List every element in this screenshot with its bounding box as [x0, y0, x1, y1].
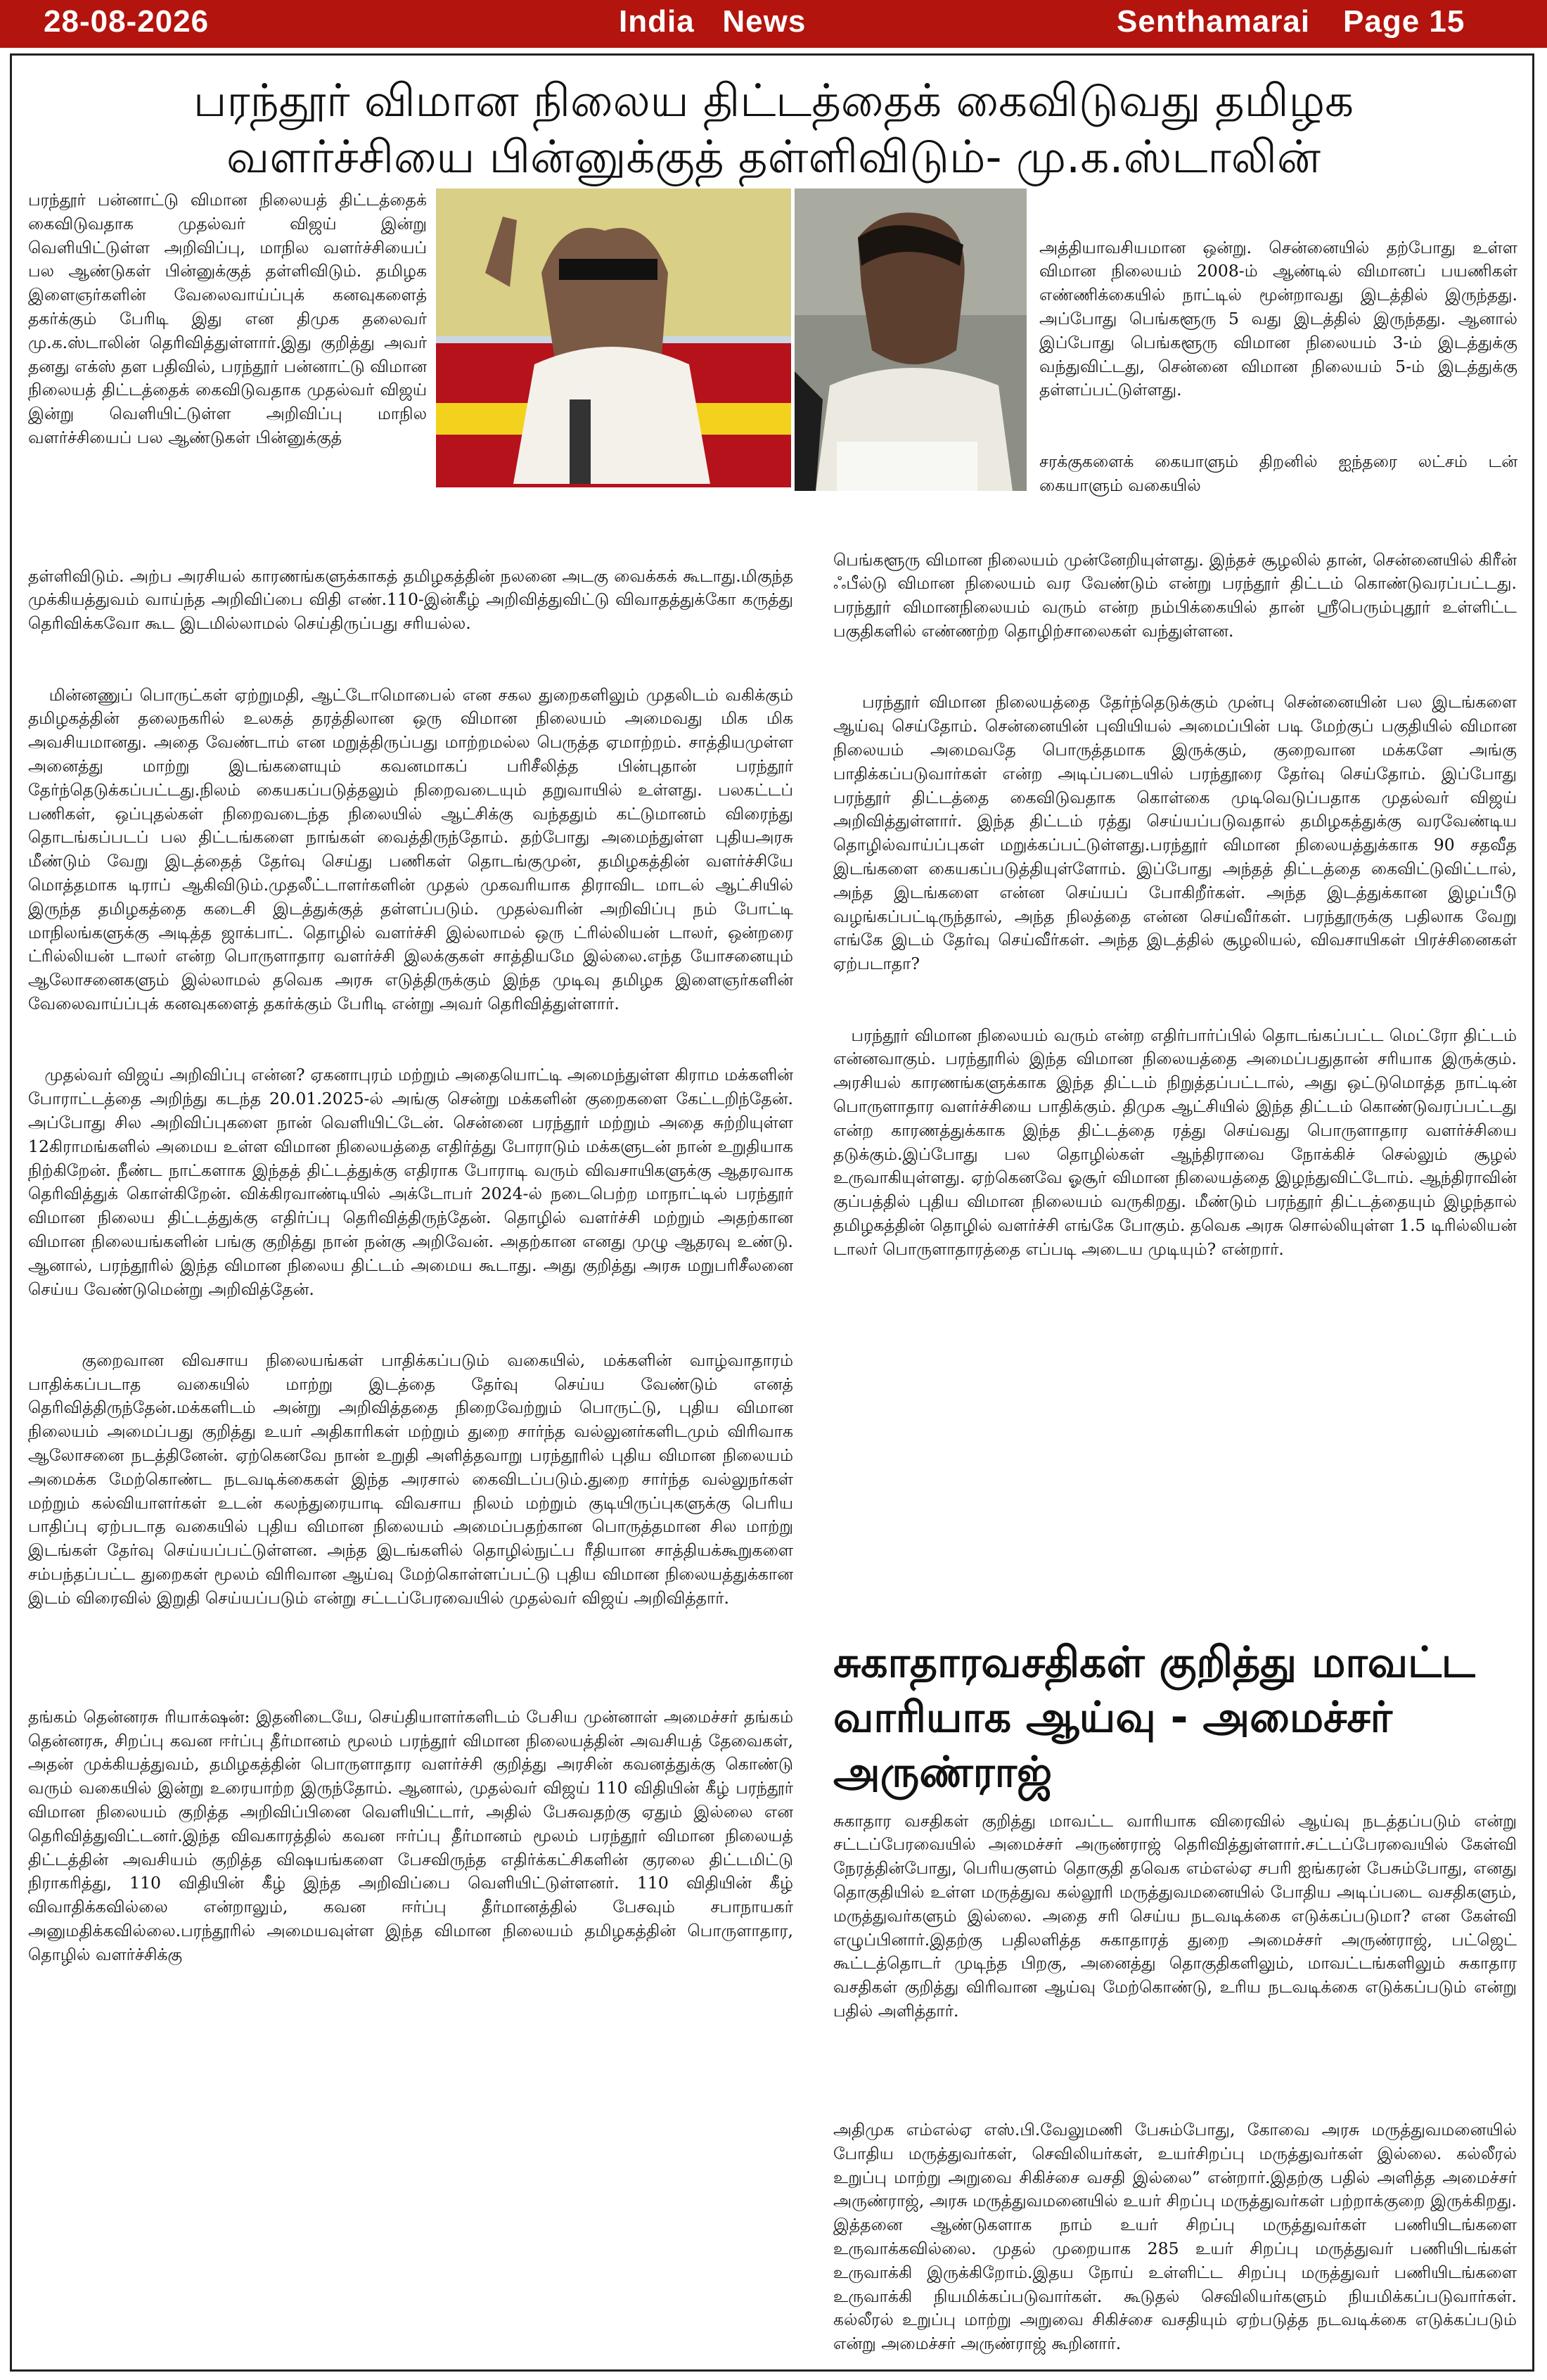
- section-title: India News: [619, 4, 807, 39]
- article1-col-right-top: [1039, 188, 1523, 498]
- masthead-bar: [0, 0, 1547, 48]
- issue-date: 28-08-2026: [44, 4, 210, 39]
- page-number: Page 15: [1343, 4, 1465, 39]
- article2-para-3: அதிமுக எம்எல்ஏ எஸ்.பி.வேலுமணி பேசும்போது, கோவை அரசு மருத்துவமனையில் போதிய மருத்துவர்கள், செவிலியர்கள், உயர்சிறப்பு மருத்துவர்கள் இல்லை. கல்லீரல் உறுப்பு மாற்று அறுவை சிகிச்சை வசதி இல்லை” என்றார்.இதற்கு பதில் அளித்த அமைச்சர் அருண்ராஜ், அரசு மருத்துவமனையில் உயர் சிறப்பு மருத்துவர்கள் பற்றாக்குறை இருக்கிறது. இத்தனை ஆண்டுகளாக நாம் உயர் சிறப்பு மருத்துவர்கள் பணியிடங்களை உருவாக்கவில்லை. முதல் முறையாக 285 உயர் சிறப்பு மருத்துவர் பணியிடங்கள் உருவாக்கி இருக்கிறோம்.இதய நோய் உள்ளிட்ட சிறப்பு மருத்துவர் பணியிடங்களை உருவாக்கி நியமிக்கப்படுவார்கள். கூடுதல் செவிலியர்களும் நியமிக்கப்படுவார்கள். கல்லீரல் உறுப்பு மாற்று அறுவை சிகிச்சை வசதியும் ஏற்படுத்த நடவடிக்கை எடுக்கப்படும் என்று அமைச்சர் அருண்ராஜ் கூறினார்.: [833, 2119, 1522, 2354]
- article1-col-left: [28, 517, 799, 2370]
- left-para-2: மின்னணுப் பொருட்கள் ஏற்றுமதி, ஆட்டோமொபைல் என சகல துறைகளிலும் முதலிடம் வகிக்கும் தமிழகத்தின் தலைநகரில் உலகத் தரத்திலான ஒரு விமான நிலையம் அமைவது மிக மிக அவசியமானது. அதை வேண்டாம் என மறுத்திருப்பது மாற்றமல்ல பெருத்த ஏமாற்றம். சாத்தியமுள்ள அனைத்து மாற்று இடங்களையும் கவனமாகப் பரிசீலித்த பின்புதான் பரந்தூர் தேர்ந்தெடுக்கப்பட்டது.நிலம் கையகப்படுத்தலும் நிறைவடையும் தறுவாயில் உள்ளது. பலகட்டப் பணிகள், ஒப்புதல்கள் நிறைவடைந்த நிலையில் ஆட்சிக்கு வந்ததும் கட்டுமானம் விரைந்து தொடங்கப்படப் பல திட்டங்களை நாங்கள் வைத்திருந்தோம். தற்போது அமைந்துள்ள புதியஅரசு மீண்டும் வேறு இடத்தைத் தேர்வு செய்து பணிகள் தொடங்குமுன், தமிழகத்தின் வளர்ச்சியே மொத்தமாக டிராப் ஆகிவிடும்.முதலீட்டாளர்களின் முதல் முகவரியாக திராவிட மாடல் ஆட்சியில் இருந்த தமிழகத்தை கடைசி இடத்துக்குத் தள்ளப்படும். முதல்வரின் அறிவிப்பு நம் போட்டி மாநிலங்களுக்கு அடித்த ஜாக்பாட். தொழில் வளர்ச்சி இல்லாமல் ஒரு ட்ரில்லியன் டாலர், ஒன்றரை ட்ரில்லியன் டாலர் என்ற பொருளாதார வளர்ச்சி இலக்குகள் சாத்தியமே இல்லை.எந்த யோசனையும் ஆலோசனைகளும் இல்லாமல் தவெக அரசு எடுத்திருக்கும் இந்த முடிவு தமிழக இளைஞர்களின் வேலைவாய்ப்புக் கனவுகளைத் தகர்க்கும் பேரிடி என்று அவர் தெரிவித்துள்ளார்.: [28, 684, 799, 1013]
- article2-body: [833, 1762, 1522, 2367]
- article2-para-1: சுகாதார வசதிகள் குறித்து மாவட்ட வாரியாக விரைவில் ஆய்வு நடத்தப்படும் என்று சட்டப்பேரவையில் அமைச்சர் அருண்ராஜ் தெரிவித்துள்ளார்.சட்டப்பேரவையில் கேள்வி நேரத்தின்போது, பெரியகுளம் தொகுதி தவெக எம்எல்ஏ சபரி ஐங்கரன் பேசும்போது, எனது தொகுதியில் உள்ள மருத்துவ கல்லூரி மருத்துவமனையில் போதிய அடிப்படை வசதிகளும், மருத்துவர்களும் இல்லை. அதை சரி செய்ய நடவடிக்கை எடுக்கப்படுமா? என கேள்வி எழுப்பினார்.இதற்கு பதிலளித்த சுகாதாரத் துறை அமைச்சர் அருண்ராஜ், பட்ஜெட் கூட்டத்தொடர் முடிந்த பிறகு, அனைத்து தொகுதிகளிலும், மாவட்டங்களிலும் சுகாதார வசதிகள் குறித்து விரிவான ஆய்வு மேற்கொண்டு, உரிய நடவடிக்கை எடுக்கப்படும் என்று பதில் அளித்தார்.: [833, 1810, 1522, 2021]
- right-top-para-2: சரக்குகளைக் கையாளும் திறனில் ஐந்தரை லட்சம் டன் கையாளும் வகையில்: [1039, 451, 1523, 495]
- right-para-1: பெங்களூரு விமான நிலையம் முன்னேறியுள்ளது. இந்தச் சூழலில் தான், சென்னையில் கிரீன் ஃபீல்டு விமான நிலையம் வர வேண்டும் என்று பரந்தூர் திட்டம் கொண்டுவரப்பட்டது. பரந்தூர் விமானநிலையம் வரும் என்ற நம்பிக்கையில் தான் ஸ்ரீபெரும்புதூர் உள்ளிட்ட பகுதிகளில் எண்ணற்ற தொழிற்சாலைகள் வந்துள்ளன.: [833, 549, 1522, 641]
- headline-line-2: வளர்ச்சியை பின்னுக்குத் தள்ளிவிடும்- மு.க.ஸ்டாலின்: [226, 132, 1321, 184]
- right-para-3: பரந்தூர் விமான நிலையம் வரும் என்ற எதிர்பார்ப்பில் தொடங்கப்பட்ட மெட்ரோ திட்டம் என்னவாகும். பரந்தூரில் இந்த விமான நிலையத்தை அமைப்பதுதான் சரியாக இருக்கும். அரசியல் காரணங்களுக்காக இந்த திட்டம் நிறுத்தப்பட்டால், அது ஒட்டுமொத்த நாட்டின் பொருளாதார வளர்ச்சியை பாதிக்கும். திமுக ஆட்சியில் இந்த திட்டம் கொண்டுவரப்பட்டது என்ற காரணத்துக்காக இந்த திட்டத்தை ரத்து செய்வது பொருளாதார வளர்ச்சியை தடுக்கும்.இப்போது பல தொழில்கள் ஆந்திராவை நோக்கிச் செல்லும் சூழல் உருவாகியுள்ளது. ஏற்கெனவே ஓசூர் விமான நிலையத்தை இழந்துவிட்டோம். ஆந்திராவின் குப்பத்தில் புதிய விமான நிலையம் வருகிறது. மீண்டும் பரந்தூர் திட்டத்தையும் இழந்தால் தமிழகத்தின் தொழில் வளர்ச்சி எங்கே போகும். தவெக அரசு சொல்லியுள்ள 1.5 டிரில்லியன் டாலர் பொருளாதாரத்தை எப்படி அடைய முடியும்? என்றார்.: [833, 1025, 1522, 1259]
- right-top-para-1: அத்தியாவசியமான ஒன்று. சென்னையில் தற்போது உள்ள விமான நிலையம் 2008-ம் ஆண்டில் விமானப் பயணிகள் எண்ணிக்கையில் நாட்டில் மூன்றாவது இடத்தில் இருந்தது. அப்போது பெங்களூரு 5 வது இடத்தில் இருந்தது. ஆனால் இப்போது பெங்களூரு விமான நிலையம் 3-ம் இடத்துக்கு வந்துவிட்டது, சென்னை விமான நிலையம் 5-ம் இடத்துக்கு தள்ளப்பட்டுள்ளது.: [1039, 237, 1523, 400]
- photo-speaker: [436, 188, 791, 487]
- man-reading-statement-icon: [795, 188, 1027, 491]
- speaker-at-podium-icon: [436, 188, 791, 487]
- article1-col-right: [833, 501, 1522, 1598]
- left-para-1: தள்ளிவிடும். அற்ப அரசியல் காரணங்களுக்காகத் தமிழகத்தின் நலனை அடகு வைக்கக் கூடாது.மிகுந்த முக்கியத்துவம் வாய்ந்த அறிவிப்பை விதி எண்.110-இன்கீழ் அறிவித்துவிட்டு விவாதத்துக்கோ கருத்து தெரிவிக்கவோ கூட இடமில்லாமல் செய்திருப்பது சரியல்ல.: [28, 565, 799, 634]
- article1-headline: [42, 73, 1505, 186]
- article1-col-left-top: பரந்தூர் பன்னாட்டு விமான நிலையத் திட்டத்தைக் கைவிடுவதாக முதல்வர் விஜய் இன்று வெளியிட்டுள்ள அறிவிப்பு, மாநில வளர்ச்சியைப் பல ஆண்டுகள் பின்னுக்குத் தள்ளிவிடும். தமிழக இளைஞர்களின் வேலைவாய்ப்புக் கனவுகளைத் தகர்க்கும் பேரிடி இது என திமுக தலைவர் மு.க.ஸ்டாலின் தெரிவித்துள்ளார்.இது குறித்து அவர் தனது எக்ஸ் தள பதிவில், பரந்தூர் பன்னாட்டு விமான நிலையத் திட்டத்தைக் கைவிடுவதாக முதல்வர் விஜய் இன்று வெளியிட்டுள்ள அறிவிப்பு மாநில வளர்ச்சியைப் பல ஆண்டுகள் பின்னுக்குத்: [28, 190, 432, 447]
- left-para-3: முதல்வர் விஜய் அறிவிப்பு என்ன? ஏகனாபுரம் மற்றும் அதையொட்டி அமைந்துள்ள கிராம மக்களின் போராட்டத்தை அறிந்து கடந்த 20.01.2025-ல் அங்கு சென்று மக்களின் குறைகளை கேட்டறிந்தேன். அப்போது சில அறிவிப்புகளை நான் வெளியிட்டேன். சென்னை பரந்தூர் மற்றும் அதை சுற்றியுள்ள 12கிராமங்களில் அமைய உள்ள விமான நிலையத்தை எதிர்த்து போராடும் மக்களுடன் நான் உறுதியாக நிற்கிறேன். நீண்ட நாட்களாக இந்தத் திட்டத்துக்கு எதிராக போராடி வரும் விவசாயிகளுக்கு ஆதரவாக தெரிவித்துக் கொள்கிறேன். விக்கிரவாண்டியில் அக்டோபர் 2024-ல் நடைபெற்ற மாநாட்டில் பரந்தூர் விமான நிலைய திட்டத்துக்கு எதிர்ப்பு தெரிவித்திருந்தேன். தொழில் வளர்ச்சி மற்றும் அதற்கான விமான நிலையங்களின் பங்கு குறித்து நான் நன்கு அறிவேன். அதற்கான எனது முழு ஆதரவு உண்டு. ஆனால், பரந்தூரில் இந்த விமான நிலைய திட்டம் அமைய கூடாது. அது குறித்து அரசு மறுபரிசீலனை செய்ய வேண்டுமென்று அறிவித்தேன்.: [28, 1065, 799, 1299]
- photo-reader: [795, 188, 1027, 491]
- left-para-6: தங்கம் தென்னரசு ரியாக்‌ஷன்: இதனிடையே, செய்தியாளர்களிடம் பேசிய முன்னாள் அமைச்சர் தங்கம் தென்னரசு, சிறப்பு கவன ஈர்ப்பு தீர்மானம் மூலம் பரந்தூர் விமான நிலையத்தின் அவசியத் தேவைகள், அதன் முக்கியத்துவம், தமிழகத்தின் பொருளாதார வளர்ச்சி குறித்து அரசின் கவனத்துக்கு கொண்டு வரும் வகையில் இன்று உரையாற்ற இருந்தோம். ஆனால், முதல்வர் விஜய் 110 விதியின் கீழ் பரந்தூர் விமான நிலையம் குறித்த அறிவிப்பினை வெளியிட்டார், அதில் பேசுவதற்கு ஏதும் இல்லை என தெரிவித்துவிட்டனர்.இந்த விவகாரத்தில் கவன ஈர்ப்பு தீர்மானம் மூலம் பரந்தூர் விமான நிலையத் திட்டத்தின் அவசியம் குறித்த விஷயங்களை பேசவிருந்த எதிர்க்கட்சிகளின் குரலை திட்டமிட்டு நிராகரித்து, 110 விதியின் கீழ் இந்த அறிவிப்பை வெளியிட்டுள்ளனர். 110 விதியின் கீழ் விவாதிக்கவில்லை என்றாலும், கவன ஈர்ப்பு தீர்மானத்தில் பேசவும் சபாநாயகர் அனுமதிக்கவில்லை.பரந்தூரில் அமையவுள்ள இந்த விமான நிலையம் தமிழகத்தின் பொருளாதார, தொழில் வளர்ச்சிக்கு: [28, 1706, 799, 1964]
- right-para-2: பரந்தூர் விமான நிலையத்தை தேர்ந்தெடுக்கும் முன்பு சென்னையின் பல இடங்களை ஆய்வு செய்தோம். சென்னையின் புவியியல் அமைப்பின் படி மேற்குப் பகுதியில் விமான நிலையம் அமைவதே பொருத்தமாக இருக்கும், குறைவான மக்களே அங்கு பாதிக்கப்படுவார்கள் என்ற அடிப்படையில் பரந்தூரை தேர்வு செய்தோம். இப்போது பரந்தூர் திட்டத்தை கைவிடுவதாக கொள்கை முடிவெடுப்பதாக முதல்வர் விஜய் அறிவித்துள்ளார். இந்த திட்டம் ரத்து செய்யப்படுவதால் தமிழகத்துக்கு வரவேண்டிய தொழில்வாய்ப்புகள் மறுக்கப்பட்டுள்ளது.பரந்தூர் விமான நிலையத்துக்காக 90 சதவீத இடங்களை கையகப்படுத்தியுள்ளோம். இப்போது அந்தத் திட்டத்தை கைவிட்டுவிட்டால், அந்த இடங்களை என்ன செய்யப் போகிறீர்கள். அந்த இடத்துக்கான இழப்பீடு வழங்கப்பட்டிருந்தால், அந்த நிலத்தை என்ன செய்வீர்கள். பரந்தூருக்கு பதிலாக வேறு எங்கே இடம் தேர்வு செய்வீர்கள். அந்த இடத்தில் சூழலியல், விவசாயிகள் பிரச்சினைகள் ஏற்படாதா?: [833, 692, 1522, 974]
- left-para-4: குறைவான விவசாய நிலையங்கள் பாதிக்கப்படும் வகையில், மக்களின் வாழ்வாதாரம் பாதிக்கப்படாத வகையில் மாற்று இடத்தை தேர்வு செய்ய வேண்டும் எனத் தெரிவித்திருந்தேன்.மக்களிடம் அன்று அறிவித்ததை நிறைவேற்றும் பொருட்டு, புதிய விமான நிலையம் அமைப்பது குறித்து உயர் அதிகாரிகள் மற்றும் துறை சார்ந்த வல்லுனர்களிடமும் விரிவாக ஆலோசனை நடத்தினேன். ஏற்கெனவே நான் உறுதி அளித்தவாறு பரந்தூரில் புதிய விமான நிலையம் அமைக்க மேற்கொண்ட நடவடிக்கைகள் இந்த அரசால் கைவிடப்படும்.துறை சார்ந்த வல்லுநர்கள் மற்றும் கல்வியாளர்கள் உடன் கலந்துரையாடி விவசாய நிலம் மற்றும் குடியிருப்புகளுக்கு பெரிய பாதிப்பு ஏற்படாத வகையில் புதிய விமான நிலையம் அமைப்பதற்கான பொருத்தமான சில மாற்று இடங்கள் தேர்வு செய்யப்பட்டுள்ளன. அந்த இடங்களில் தொழில்நுட்ப ரீதியான சாத்தியக்கூறுகளை சம்பந்தப்பட்ட துறைகள் மூலம் விரிவான ஆய்வு மேற்கொள்ளப்பட்டு புதிய விமான நிலையத்துக்கான இடம் விரைவில் இறுதி செய்யப்படும் என்று சட்டப்பேரவையில் முதல்வர் விஜய் அறிவித்தார்.: [28, 1350, 799, 1608]
- article2-headline: சுகாதாரவசதிகள் குறித்து மாவட்ட வாரியாக ஆய்வு - அமைச்சர் அருண்ராஜ்: [833, 1638, 1475, 1797]
- paper-name: Senthamarai: [1117, 4, 1311, 39]
- headline-line-1: பரந்தூர் விமான நிலைய திட்டத்தைக் கைவிடுவது தமிழக: [193, 75, 1354, 127]
